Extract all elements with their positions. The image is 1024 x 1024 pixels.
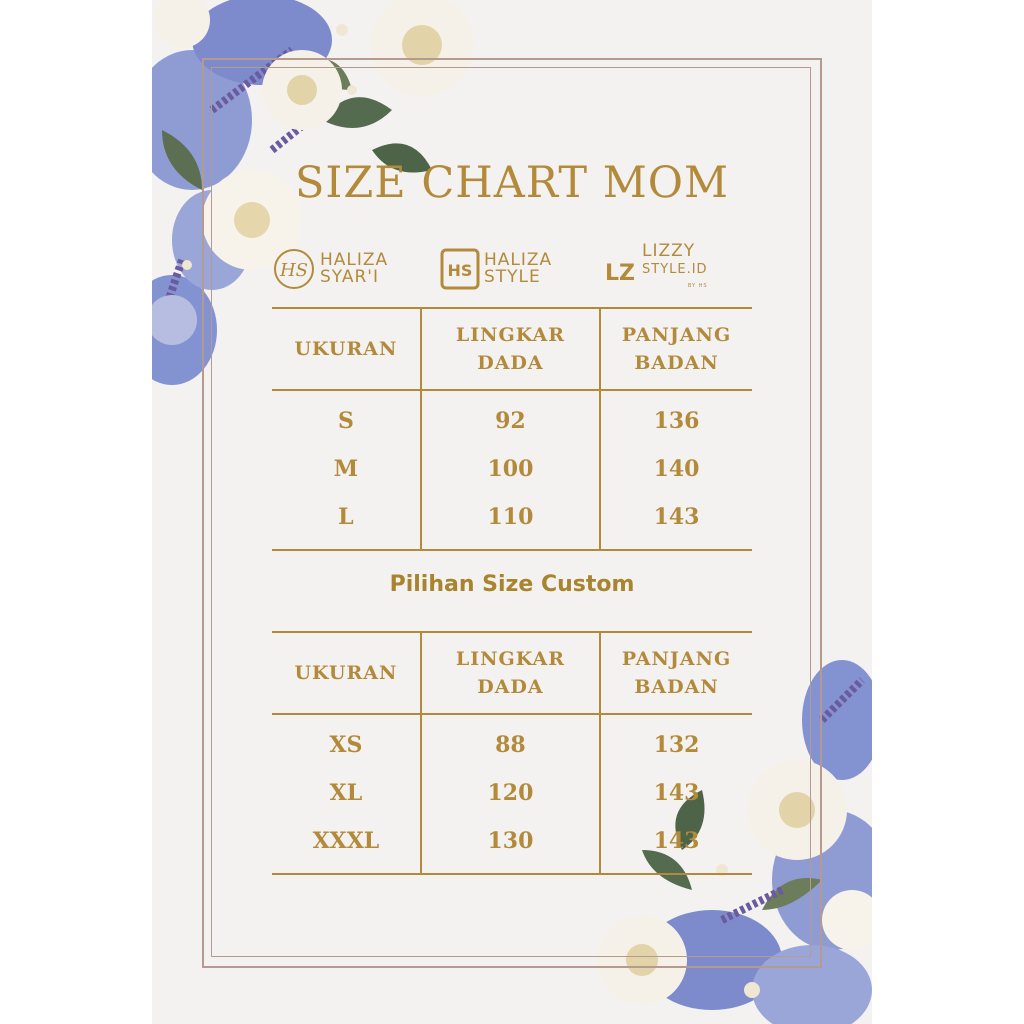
cell-size: XXXL: [272, 817, 421, 874]
table-row: [272, 493, 752, 550]
table-row: [272, 390, 752, 445]
brand-3-tagline: BY HS: [687, 283, 708, 289]
brand-1-monogram: HS: [279, 260, 309, 281]
brand-3-line2: STYLE.ID: [642, 262, 708, 277]
table-row: [272, 769, 752, 817]
cell-length: 143: [600, 817, 752, 874]
size-table-standard: [272, 307, 752, 551]
cell-chest: 100: [421, 445, 600, 493]
header-panjang-badan: PANJANG BADAN: [600, 632, 752, 714]
cell-size: XL: [272, 769, 421, 817]
table-row: [272, 714, 752, 769]
cell-length: 140: [653, 456, 700, 482]
cell-size: S: [272, 390, 421, 445]
brand-logo-haliza-style: [440, 244, 552, 294]
brand-2-line2: STYLE: [484, 267, 541, 287]
brand-logo-lizzy-style: [602, 241, 708, 294]
header-lingkar-dada: LINGKAR DADA: [421, 308, 600, 390]
brand-3-monogram: LZ: [605, 261, 635, 286]
custom-size-heading: Pilihan Size Custom: [389, 572, 635, 597]
lz-monogram-icon: [602, 248, 638, 290]
header-ukuran: UKURAN: [272, 308, 421, 390]
cell-size: XS: [272, 714, 421, 769]
header-panjang-badan: PANJANG BADAN: [600, 308, 752, 390]
brand-logo-haliza-syari: [272, 244, 388, 294]
cell-chest: 120: [421, 769, 600, 817]
cell-chest: 92: [421, 390, 600, 445]
table-header-row: [272, 632, 752, 714]
cell-chest: 130: [421, 817, 600, 874]
cell-chest: 88: [421, 714, 600, 769]
size-chart-card: [152, 0, 872, 1024]
cell-length: 143: [600, 493, 752, 550]
page-title: SIZE CHART MOM: [294, 158, 730, 208]
size-table-custom: [272, 631, 752, 875]
table-row: [272, 817, 752, 874]
hs-square-monogram-icon: [440, 248, 480, 290]
brand-3-line1: LIZZY: [642, 241, 696, 261]
cell-size: M: [272, 445, 421, 493]
header-ukuran: UKURAN: [272, 632, 421, 714]
cell-length: 132: [653, 732, 700, 758]
brand-1-line1: HALIZA: [320, 250, 389, 270]
brand-logos: [272, 241, 752, 294]
brand-2-line1: HALIZA: [484, 250, 553, 270]
brand-1-line2: SYAR'I: [320, 267, 379, 287]
cell-length: 136: [653, 408, 700, 434]
table-header-row: [272, 308, 752, 390]
brand-2-monogram: HS: [447, 261, 473, 280]
hs-monogram-icon: [272, 247, 316, 291]
cell-chest: 110: [421, 493, 600, 550]
cell-length: 143: [653, 780, 700, 806]
table-row: [272, 445, 752, 493]
cell-size: L: [272, 493, 421, 550]
header-lingkar-dada: LINGKAR DADA: [421, 632, 600, 714]
